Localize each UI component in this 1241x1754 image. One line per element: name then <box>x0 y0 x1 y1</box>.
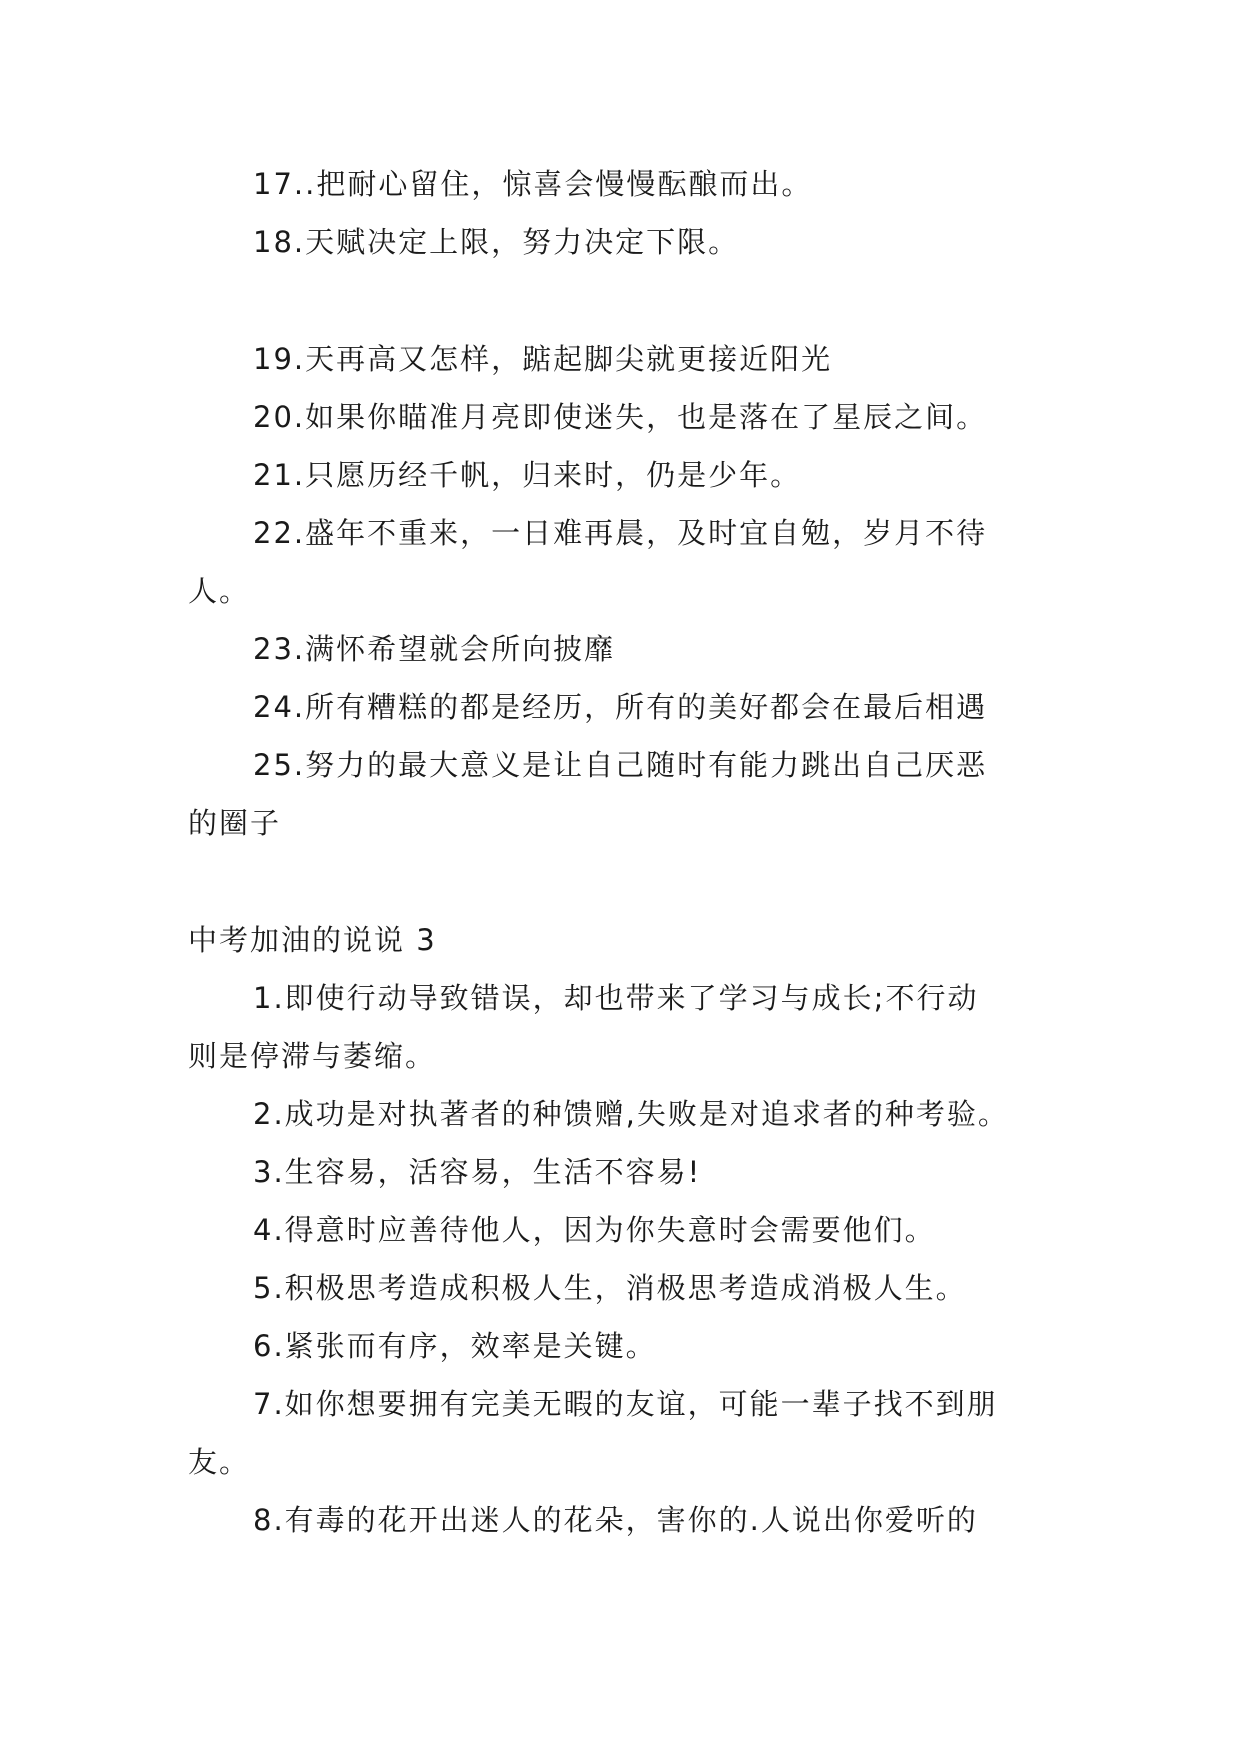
quote-24: 24.所有糟糕的都是经历，所有的美好都会在最后相遇 <box>253 690 988 724</box>
item-8: 8.有毒的花开出迷人的花朵，害你的.人说出你爱听的 <box>253 1503 978 1537</box>
quote-25: 25.努力的最大意义是让自己随时有能力跳出自己厌恶 <box>253 748 988 782</box>
quote-18: 18.天赋决定上限，努力决定下限。 <box>253 225 740 259</box>
quote-21: 21.只愿历经千帆，归来时，仍是少年。 <box>253 458 802 492</box>
quote-17: 17..把耐心留住，惊喜会慢慢酝酿而出。 <box>253 167 813 201</box>
item-7-cont: 友。 <box>188 1445 251 1479</box>
section-heading: 中考加油的说说 3 <box>188 923 437 957</box>
quote-22: 22.盛年不重来，一日难再晨，及时宜自勉，岁月不待 <box>253 516 988 550</box>
quote-20: 20.如果你瞄准月亮即使迷失，也是落在了星辰之间。 <box>253 400 988 434</box>
quote-22-cont: 人。 <box>188 574 251 608</box>
item-1: 1.即使行动导致错误，却也带来了学习与成长;不行动 <box>253 981 979 1015</box>
item-3: 3.生容易，活容易，生活不容易! <box>253 1155 702 1189</box>
quote-23: 23.满怀希望就会所向披靡 <box>253 632 616 666</box>
item-4: 4.得意时应善待他人，因为你失意时会需要他们。 <box>253 1213 936 1247</box>
quote-19: 19.天再高又怎样，踮起脚尖就更接近阳光 <box>253 342 833 376</box>
item-6: 6.紧张而有序，效率是关键。 <box>253 1329 657 1363</box>
item-5: 5.积极思考造成积极人生，消极思考造成消极人生。 <box>253 1271 967 1305</box>
item-7: 7.如你想要拥有完美无暇的友谊，可能一辈子找不到朋 <box>253 1387 998 1421</box>
item-2: 2.成功是对执著者的种馈赠,失败是对追求者的种考验。 <box>253 1097 1009 1131</box>
quote-25-cont: 的圈子 <box>188 806 282 840</box>
item-1-cont: 则是停滞与萎缩。 <box>188 1039 437 1073</box>
